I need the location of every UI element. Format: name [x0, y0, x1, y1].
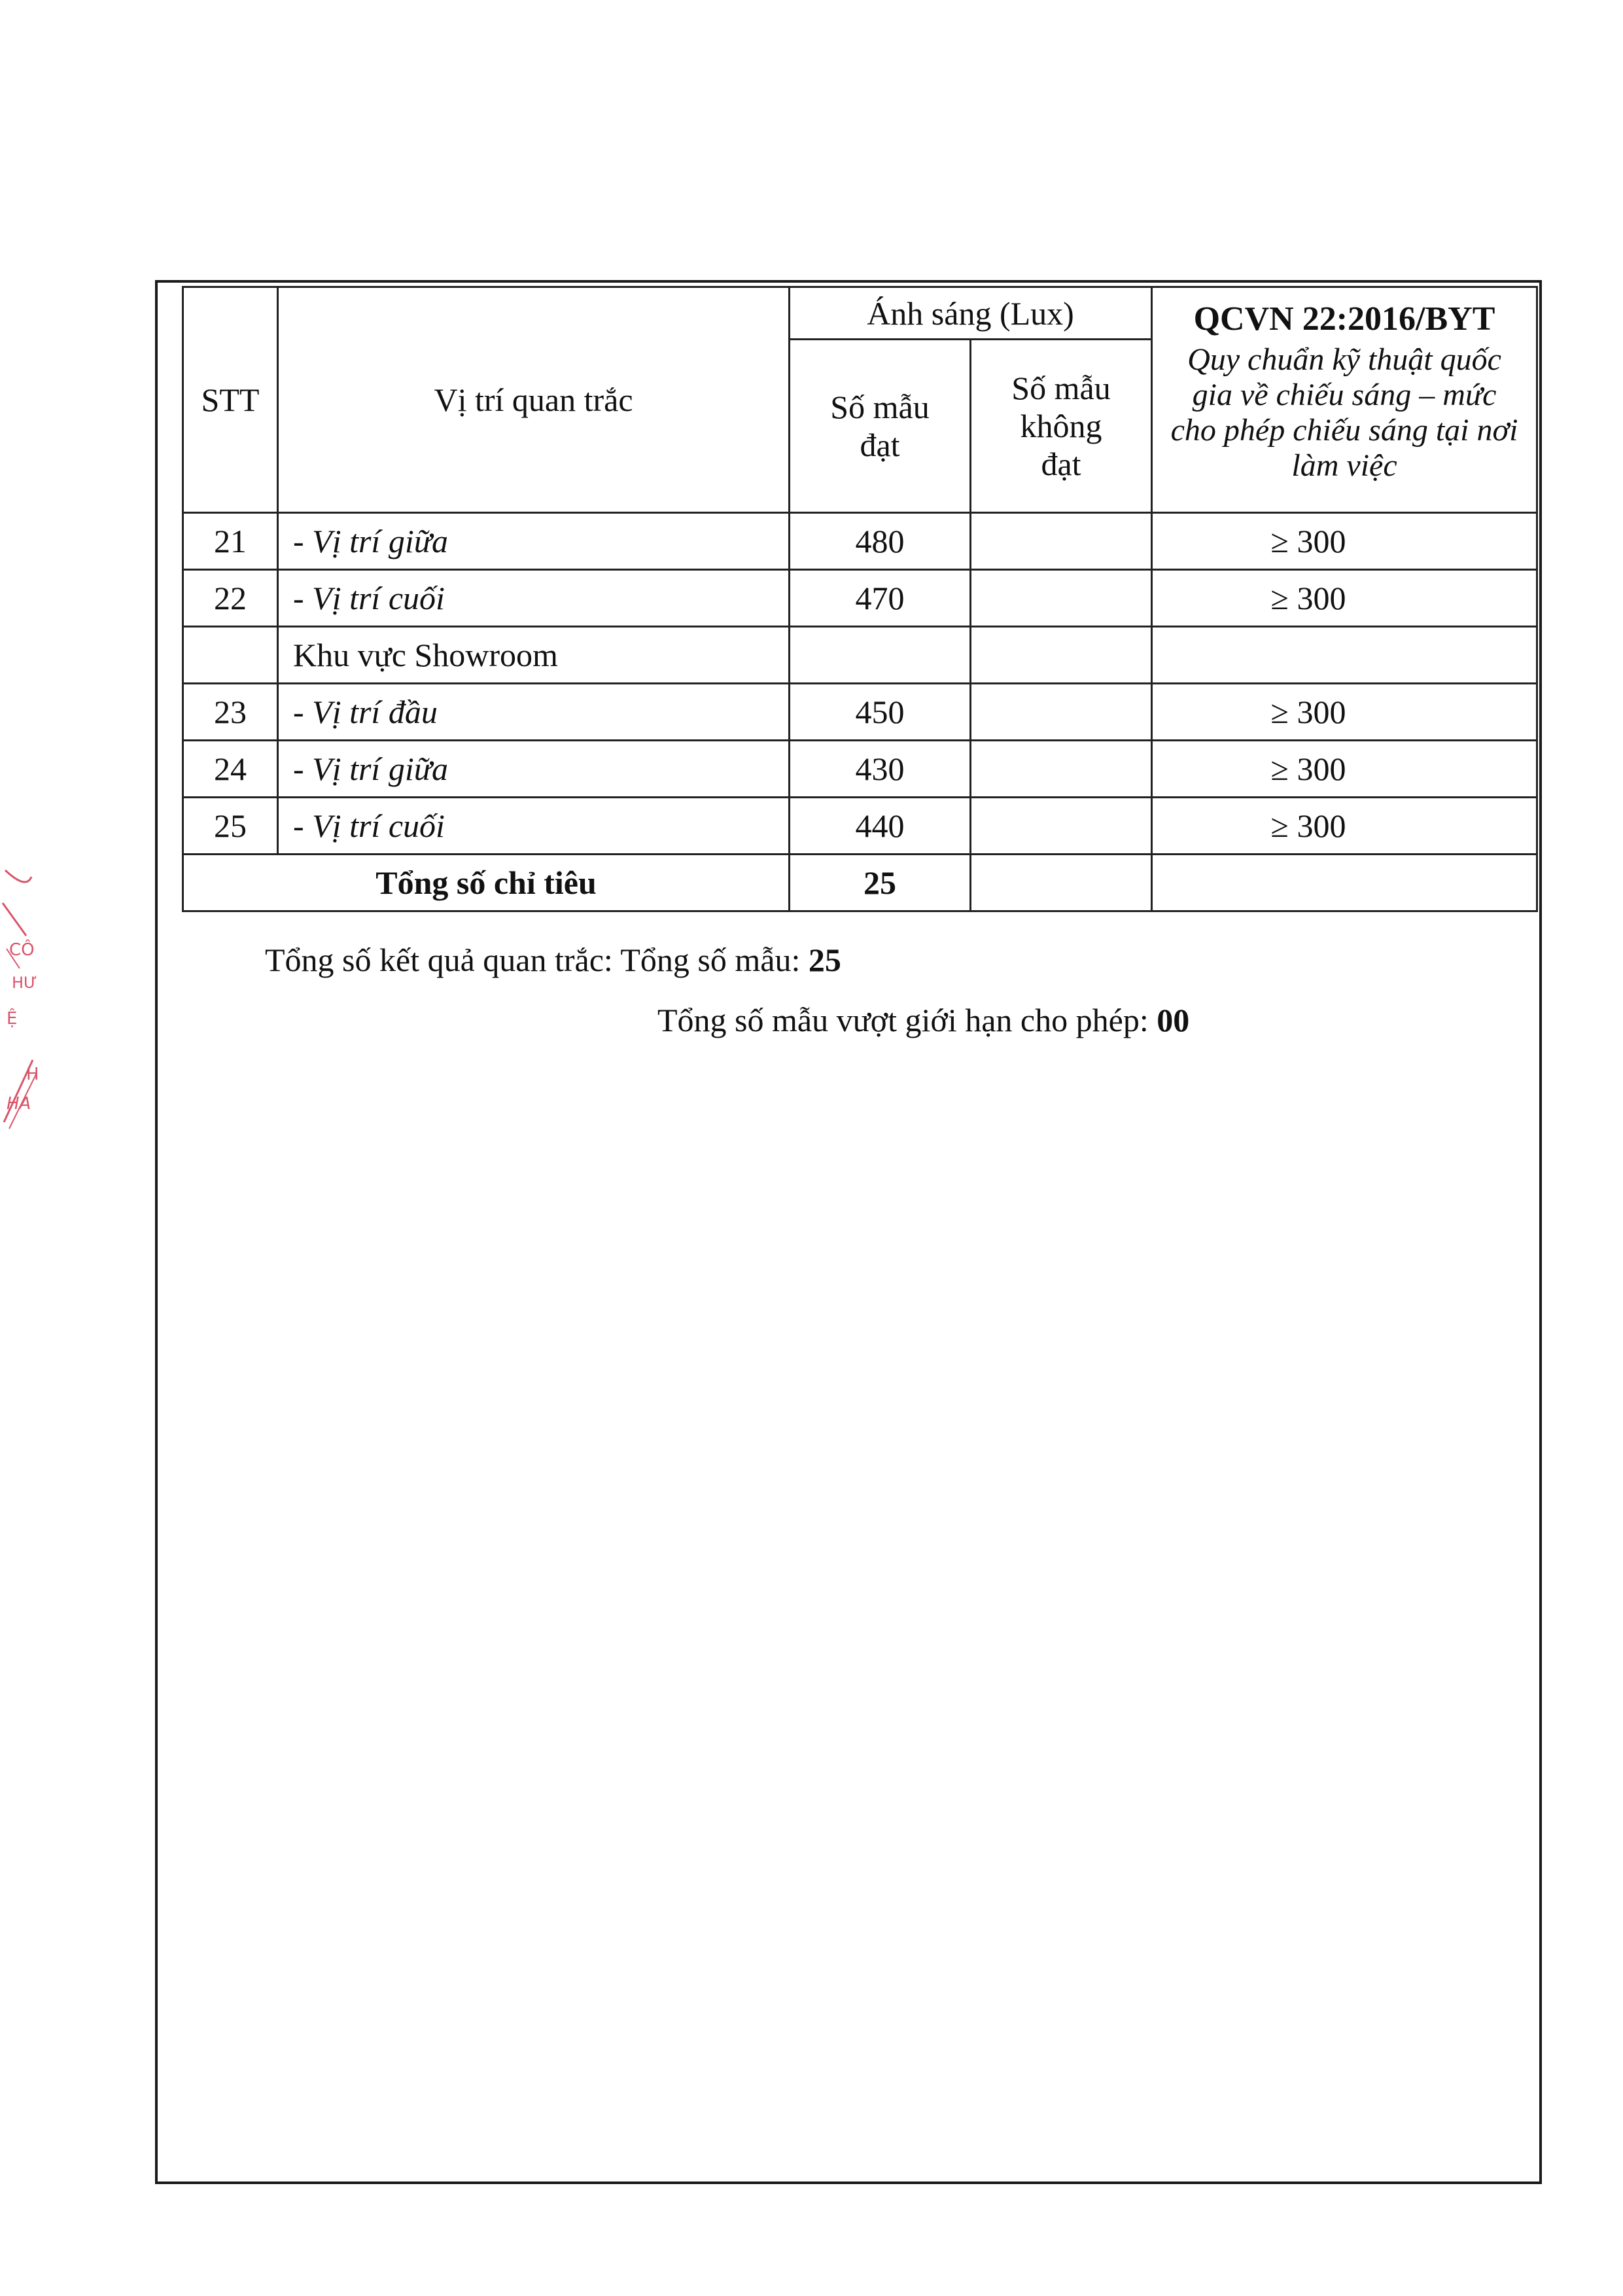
row-pass: 470: [790, 570, 971, 627]
row-standard: ≥ 300: [1152, 741, 1537, 798]
summary-exceed: [657, 1001, 1189, 1039]
row-location: - Vị trí giữa: [278, 741, 790, 798]
table-row: [183, 798, 1537, 855]
row-fail: [971, 513, 1152, 570]
table-row: [183, 684, 1537, 741]
table-row: [183, 513, 1537, 570]
row-location: - Vị trí cuối: [278, 570, 790, 627]
table-row: [183, 570, 1537, 627]
header-light-group: Ánh sáng (Lux): [790, 287, 1152, 340]
row-stt: 22: [183, 570, 278, 627]
svg-text:Ệ: Ệ: [7, 1009, 18, 1029]
row-fail: [971, 798, 1152, 855]
row-pass: 450: [790, 684, 971, 741]
row-location: - Vị trí đầu: [278, 684, 790, 741]
row-stt: 21: [183, 513, 278, 570]
row-standard: ≥ 300: [1152, 684, 1537, 741]
header-fail: Số mẫu không đạt: [971, 340, 1152, 513]
row-location: - Vị trí giữa: [278, 513, 790, 570]
row-fail: [971, 684, 1152, 741]
svg-text:HƯ: HƯ: [12, 974, 37, 992]
table-total-row: [183, 855, 1537, 911]
row-fail: [971, 570, 1152, 627]
svg-text:HA: HA: [7, 1094, 31, 1114]
row-section-label: Khu vực Showroom: [278, 627, 790, 684]
row-standard: [1152, 627, 1537, 684]
row-stt: 24: [183, 741, 278, 798]
row-standard: ≥ 300: [1152, 570, 1537, 627]
total-standard-empty: [1152, 855, 1537, 911]
row-pass: 440: [790, 798, 971, 855]
results-table: [182, 286, 1538, 912]
svg-text:CÔ: CÔ: [9, 940, 35, 960]
row-stt: [183, 627, 278, 684]
summary-results: [265, 941, 841, 979]
summary-results-value: 25: [808, 942, 841, 978]
summary-results-label: Tổng số kết quả quan trắc: Tổng số mẫu:: [265, 942, 809, 978]
row-stt: 25: [183, 798, 278, 855]
header-pass: Số mẫu đạt: [790, 340, 971, 513]
row-pass: [790, 627, 971, 684]
row-location: - Vị trí cuối: [278, 798, 790, 855]
standard-description: Quy chuẩn kỹ thuật quốc gia về chiếu sáng – mức cho phép chiếu sáng tại nơi làm việc: [1170, 342, 1518, 483]
red-stamp-edge: [0, 864, 46, 1139]
header-standard: [1152, 287, 1537, 513]
row-pass: 430: [790, 741, 971, 798]
table-row: [183, 741, 1537, 798]
row-stt: 23: [183, 684, 278, 741]
summary-exceed-value: 00: [1157, 1002, 1190, 1038]
summary-exceed-label: Tổng số mẫu vượt giới hạn cho phép:: [657, 1002, 1157, 1038]
row-fail: [971, 741, 1152, 798]
row-standard: ≥ 300: [1152, 513, 1537, 570]
total-label: Tổng số chỉ tiêu: [183, 855, 790, 911]
row-pass: 480: [790, 513, 971, 570]
table-row-section: [183, 627, 1537, 684]
total-fail-empty: [971, 855, 1152, 911]
header-stt: STT: [183, 287, 278, 513]
standard-title: QCVN 22:2016/BYT: [1193, 300, 1495, 338]
row-fail: [971, 627, 1152, 684]
header-location: Vị trí quan trắc: [278, 287, 790, 513]
total-value: 25: [790, 855, 971, 911]
row-standard: ≥ 300: [1152, 798, 1537, 855]
svg-text:H: H: [26, 1065, 39, 1084]
